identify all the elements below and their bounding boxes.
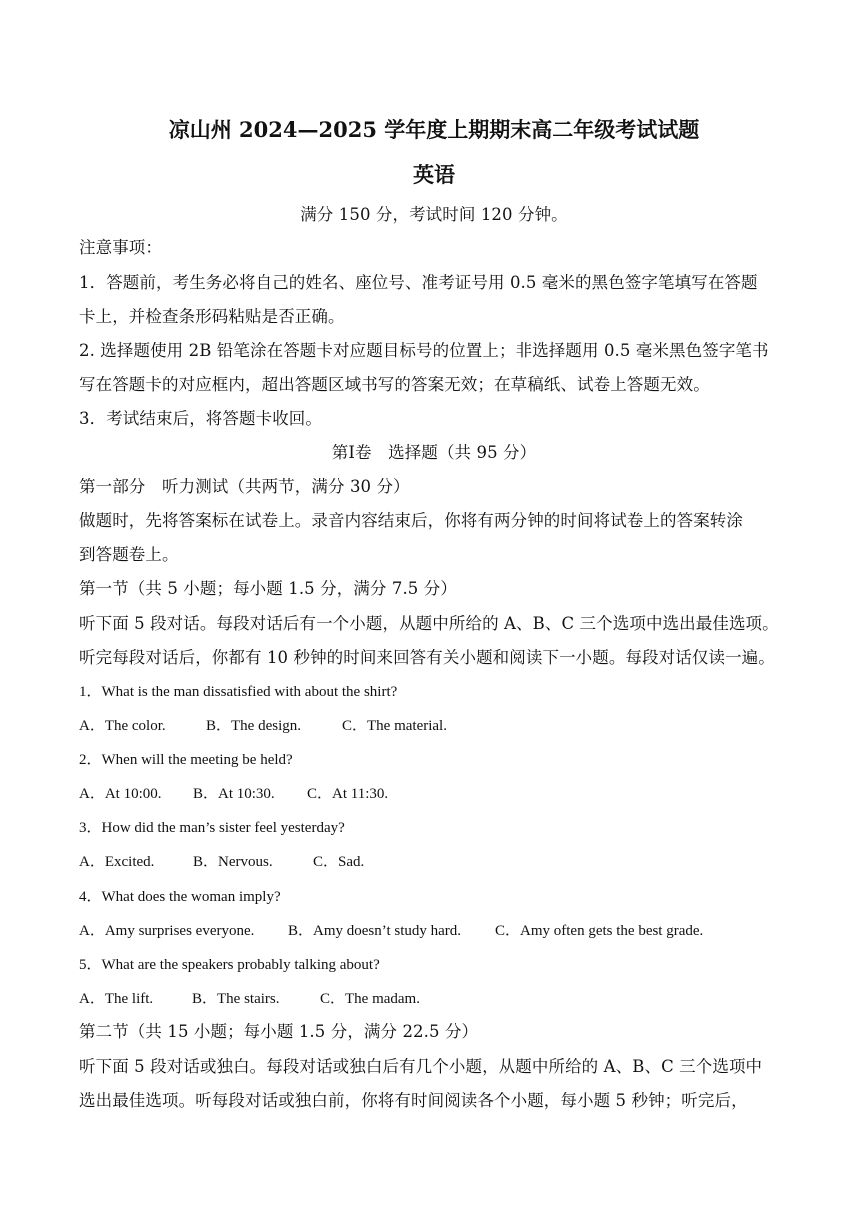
question-options bbox=[79, 989, 420, 1009]
notice-heading: 注意事项： bbox=[79, 238, 162, 257]
subject-title: 英语 bbox=[413, 162, 455, 187]
option-b: B．Nervous. bbox=[193, 854, 273, 870]
option-b: B．The stairs. bbox=[192, 991, 280, 1007]
volume-1-heading: 第Ⅰ卷 选择题（共 95 分） bbox=[331, 443, 537, 462]
notice-item-3: 3．考试结束后，将答题卡收回。 bbox=[79, 409, 322, 428]
notice-item-1-line-2: 卡上，并检查条形码粘贴是否正确。 bbox=[79, 307, 345, 326]
notice-item-2-line-1: 2. 选择题使用 2B 铅笔涂在答题卡对应题目标号的位置上；非选择题用 0.5 毫米黑色签字笔书 bbox=[79, 341, 769, 360]
question-options bbox=[79, 921, 703, 941]
option-a: A．Amy surprises everyone. bbox=[79, 923, 255, 939]
option-a: A．Excited. bbox=[79, 854, 155, 870]
section-1-instruction-line-2: 听完每段对话后，你都有 10 秒钟的时间来回答有关小题和阅读下一小题。每段对话仅读一遍。 bbox=[79, 648, 775, 667]
part-1-intro-line-2: 到答题卷上。 bbox=[79, 545, 179, 564]
option-c: C．Sad. bbox=[313, 854, 365, 870]
section-2-instruction-line-2: 选出最佳选项。听每段对话或独白前，你将有时间阅读各个小题，每小题 5 秒钟；听完后， bbox=[79, 1091, 748, 1110]
option-a: A．The color. bbox=[79, 718, 166, 734]
notice-item-1-line-1: 1．答题前，考生务必将自己的姓名、座位号、准考证号用 0.5 毫米的黑色签字笔填写在答题 bbox=[79, 273, 758, 292]
option-c: C．The madam. bbox=[320, 991, 420, 1007]
question-stem: 4．What does the woman imply? bbox=[79, 889, 281, 905]
option-b: B．At 10:30. bbox=[193, 786, 275, 802]
exam-title: 凉山州 2024—2025 学年度上期期末高二年级考试试题 bbox=[168, 117, 700, 142]
question-options bbox=[79, 852, 364, 872]
question-stem: 3．How did the man’s sister feel yesterday? bbox=[79, 820, 345, 836]
part-1-heading: 第一部分 听力测试（共两节，满分 30 分） bbox=[79, 477, 410, 496]
question-options bbox=[79, 716, 447, 736]
question-stem: 1．What is the man dissatisfied with about the shirt? bbox=[79, 684, 398, 700]
option-c: C．The material. bbox=[342, 718, 447, 734]
question-options bbox=[79, 784, 388, 804]
question-stem: 2．When will the meeting be held? bbox=[79, 752, 293, 768]
option-a: A．At 10:00. bbox=[79, 786, 162, 802]
section-2-heading: 第二节（共 15 小题；每小题 1.5 分，满分 22.5 分） bbox=[79, 1022, 479, 1041]
option-c: C．Amy often gets the best grade. bbox=[495, 923, 704, 939]
section-1-heading: 第一节（共 5 小题；每小题 1.5 分，满分 7.5 分） bbox=[79, 579, 457, 598]
score-info: 满分 150 分，考试时间 120 分钟。 bbox=[300, 205, 568, 224]
part-1-intro-line-1: 做题时，先将答案标在试卷上。录音内容结束后，你将有两分钟的时间将试卷上的答案转涂 bbox=[79, 511, 743, 530]
option-b: B．Amy doesn’t study hard. bbox=[288, 923, 462, 939]
question-stem: 5．What are the speakers probably talking about? bbox=[79, 957, 380, 973]
section-2-instruction-line-1: 听下面 5 段对话或独白。每段对话或独白后有几个小题，从题中所给的 A、B、C 三个选项中 bbox=[79, 1057, 763, 1076]
notice-item-2-line-2: 写在答题卡的对应框内，超出答题区域书写的答案无效；在草稿纸、试卷上答题无效。 bbox=[79, 375, 710, 394]
section-1-instruction-line-1: 听下面 5 段对话。每段对话后有一个小题，从题中所给的 A、B、C 三个选项中选出最佳选项。 bbox=[79, 614, 779, 633]
option-a: A．The lift. bbox=[79, 991, 154, 1007]
option-c: C．At 11:30. bbox=[307, 786, 389, 802]
option-b: B．The design. bbox=[206, 718, 301, 734]
